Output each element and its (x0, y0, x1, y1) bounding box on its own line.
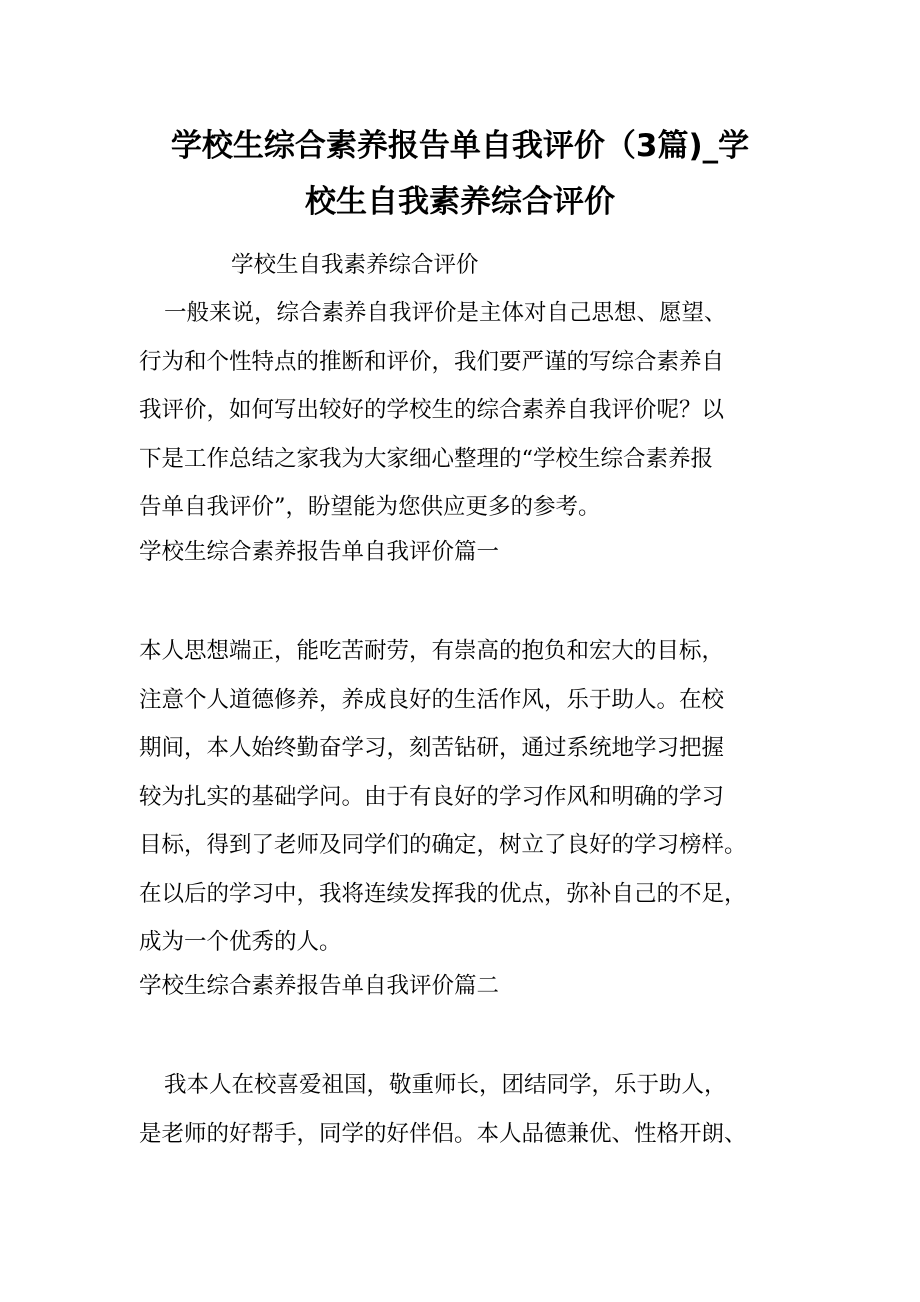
section-two-paragraph (139, 1061, 799, 1158)
text-line: 一般来说，综合素养自我评价是主体对自己思想、愿望、 (164, 300, 727, 326)
text-line: 行为和个性特点的推断和评价，我们要严谨的写综合素养自 (139, 348, 725, 375)
text-line: 注意个人道德修养，养成良好的生活作风，乐于助人。在校 (139, 686, 725, 713)
text-line: 目标，得到了老师及同学们的确定，树立了良好的学习榜样。 (139, 832, 747, 858)
text-line: 在以后的学习中，我将连续发挥我的优点，弥补自己的不足， (139, 880, 747, 907)
text-line: 本人思想端正，能吃苦耐劳，有崇高的抱负和宏大的目标， (139, 638, 725, 664)
text-line: 期间，本人始终勤奋学习，刻苦钻研，通过系统地学习把握 (139, 735, 725, 761)
document-title (100, 118, 820, 230)
text-line: 成为一个优秀的人。 (139, 929, 342, 955)
section-heading-two: 学校生综合素养报告单自我评价篇二 (139, 973, 500, 999)
intro-paragraph (139, 289, 799, 532)
text-line: 我评价，如何写出较好的学校生的综合素养自我评价呢？以 (139, 397, 725, 423)
section-one-paragraph (139, 627, 799, 967)
section-heading-one: 学校生综合素养报告单自我评价篇一 (139, 539, 500, 565)
text-line: 下是工作总结之家我为大家细心整理的“学校生综合素养报 (139, 445, 714, 472)
subtitle: 学校生自我素养综合评价 (231, 252, 479, 278)
title-line: 校生自我素养综合评价 (305, 184, 615, 220)
text-line: 我本人在校喜爱祖国，敬重师长，团结同学，乐于助人， (164, 1072, 727, 1098)
text-line: 较为扎实的基础学问。由于有良好的学习作风和明确的学习 (139, 783, 725, 810)
text-line: 是老师的好帮手，同学的好伴侣。本人品德兼优、性格开朗、 (139, 1120, 747, 1147)
title-line: 学校生综合素养报告单自我评价（3篇)_学 (170, 128, 750, 164)
text-line: 告单自我评价”，盼望能为您供应更多的参考。 (139, 494, 601, 520)
